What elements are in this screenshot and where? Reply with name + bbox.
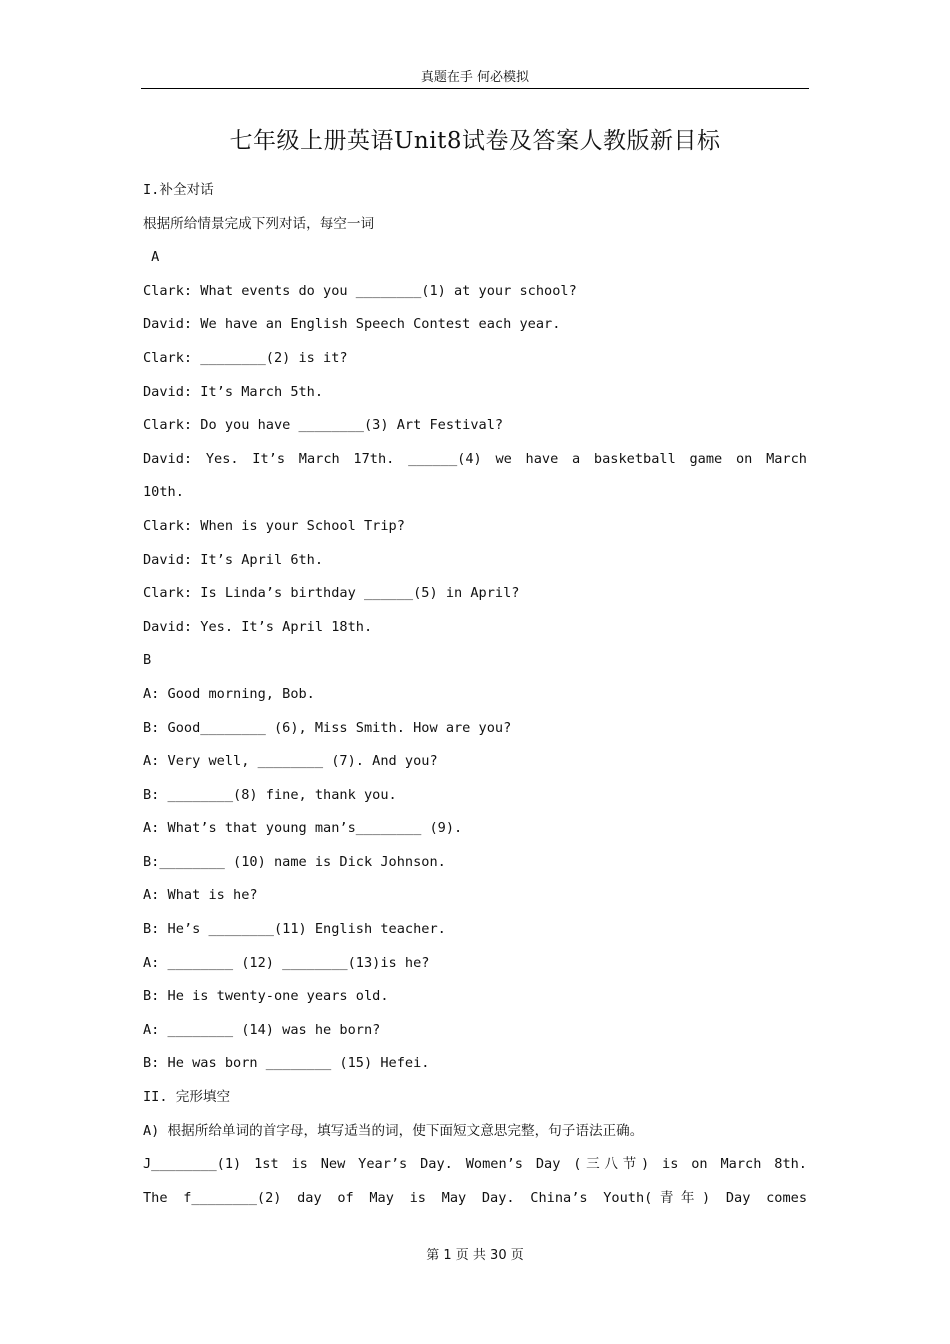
page-header: 真题在手 何必模拟 xyxy=(420,70,530,85)
page-footer: 第 1 页 共 30 页 xyxy=(426,1248,524,1263)
dialogue-line: David: We have an English Speech Contest each year. xyxy=(143,316,561,333)
dialogue-line: A: ________ (12) ________(13)is he? xyxy=(143,954,430,971)
document-title: 七年级上册英语Unit8试卷及答案人教版新目标 xyxy=(229,128,721,154)
instruction-text: A) 根据所给单词的首字母，填写适当的词，使下面短文意思完整，句子语法正确。 xyxy=(143,1122,644,1139)
section-heading-cloze: II. 完形填空 xyxy=(143,1089,231,1106)
dialogue-line: Clark: Do you have ________(3) Art Festival? xyxy=(143,417,504,434)
passage-line: The f________(2) day of May is May Day. China’s Youth(青年) Day comes xyxy=(143,1189,807,1206)
dialogue-line: A: Good morning, Bob. xyxy=(143,685,315,702)
dialogue-line: B: He’s ________(11) English teacher. xyxy=(143,921,446,938)
header-rule xyxy=(141,88,809,89)
passage-line: J________(1) 1st is New Year’s Day. Women’s Day (三八节) is on March 8th. xyxy=(143,1156,807,1173)
instruction-text: 根据所给情景完成下列对话，每空一词 xyxy=(143,215,375,232)
dialogue-line: Clark: What events do you ________(1) at your school? xyxy=(143,282,577,299)
dialogue-line: Clark: ________(2) is it? xyxy=(143,349,348,366)
dialogue-line: David: It’s March 5th. xyxy=(143,383,324,400)
dialogue-line: A: What’s that young man’s________ (9). xyxy=(143,820,463,837)
dialogue-line: 10th. xyxy=(143,484,184,501)
dialogue-line: B:________ (10) name is Dick Johnson. xyxy=(143,853,446,870)
part-label-b: B xyxy=(143,652,152,669)
dialogue-line: B: Good________ (6), Miss Smith. How are you? xyxy=(143,719,512,736)
document-body xyxy=(143,174,807,1215)
dialogue-line: David: It’s April 6th. xyxy=(143,551,324,568)
dialogue-line: B: He is twenty-one years old. xyxy=(143,988,389,1005)
dialogue-line: David: Yes. It’s April 18th. xyxy=(143,618,373,635)
dialogue-line: A: Very well, ________ (7). And you? xyxy=(143,753,438,770)
section-heading-dialogue: I.补全对话 xyxy=(143,182,214,198)
part-label-a: A xyxy=(143,249,160,266)
dialogue-line: A: ________ (14) was he born? xyxy=(143,1021,381,1038)
dialogue-line: Clark: When is your School Trip? xyxy=(143,517,405,534)
dialogue-line: David: Yes. It’s March 17th. ______(4) we have a basketball game on March xyxy=(143,450,807,467)
dialogue-line: B: ________(8) fine, thank you. xyxy=(143,786,397,803)
dialogue-line: A: What is he? xyxy=(143,887,258,904)
dialogue-line: B: He was born ________ (15) Hefei. xyxy=(143,1055,430,1072)
dialogue-line: Clark: Is Linda’s birthday ______(5) in April? xyxy=(143,585,520,602)
